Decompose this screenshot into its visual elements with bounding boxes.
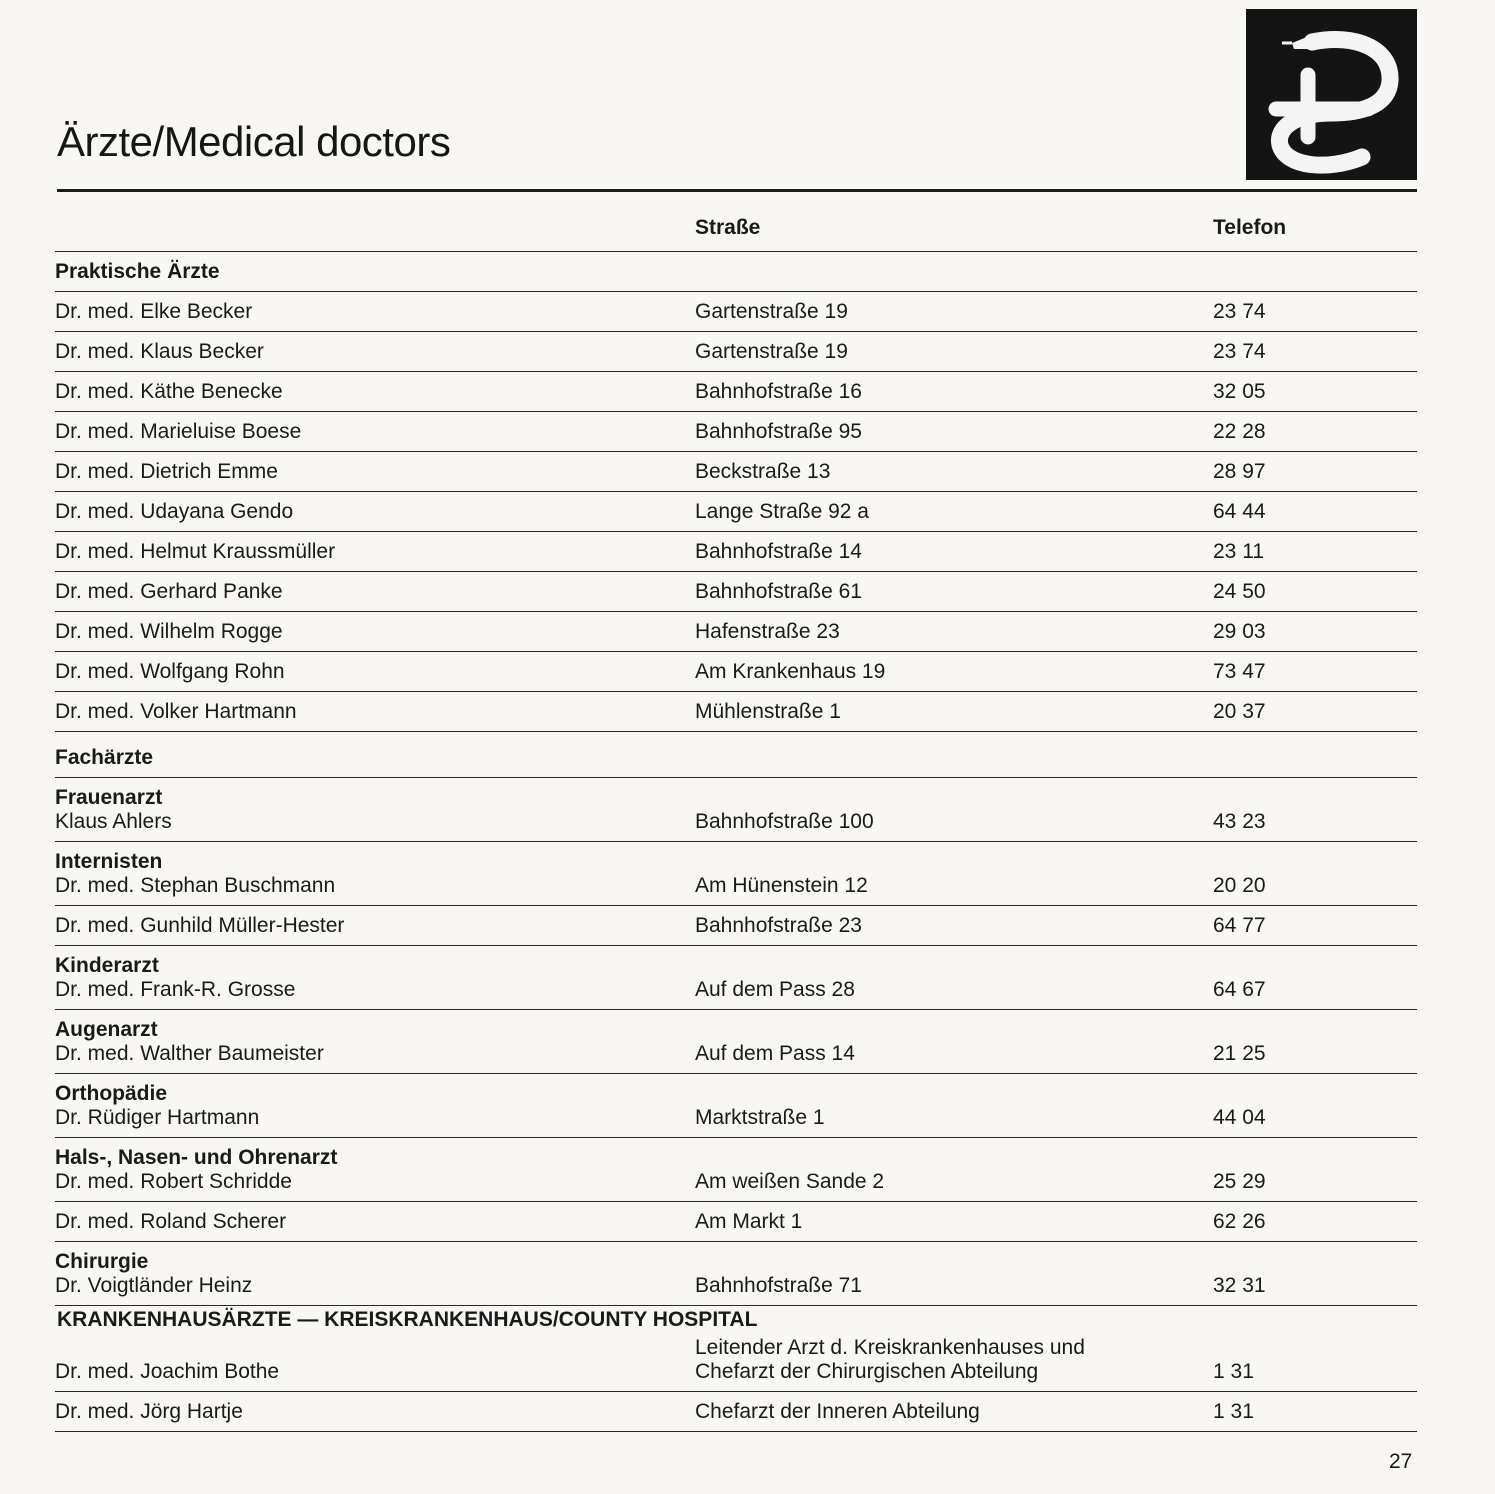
doctor-name: Dr. med. Wilhelm Rogge (55, 620, 283, 643)
specialty-label: Orthopädie (55, 1082, 168, 1105)
doctor-name: Dr. Rüdiger Hartmann (55, 1106, 260, 1129)
specialty-label: Internisten (55, 850, 163, 873)
street-address: Auf dem Pass 14 (695, 1042, 855, 1065)
phone-number: 62 26 (1213, 1210, 1266, 1233)
table-row (55, 292, 1417, 332)
specialty-label: Frauenarzt (55, 786, 163, 809)
table-row (55, 452, 1417, 492)
table-row (55, 1010, 1417, 1074)
phone-number: 28 97 (1213, 460, 1266, 483)
doctor-name: Dr. Voigtländer Heinz (55, 1274, 253, 1297)
street-address: Bahnhofstraße 14 (695, 540, 862, 563)
doctor-name: Dr. med. Helmut Kraussmüller (55, 540, 336, 563)
section-heading-row (55, 732, 1417, 778)
table-row (55, 332, 1417, 372)
phone-number: 29 03 (1213, 620, 1266, 643)
specialty-label: Augenarzt (55, 1018, 158, 1041)
table-row (55, 572, 1417, 612)
phone-column-header: Telefon (1213, 216, 1287, 239)
table-row (55, 1074, 1417, 1138)
street-address: Bahnhofstraße 71 (695, 1274, 862, 1297)
section-heading: KRANKENHAUSÄRZTE — KREISKRANKENHAUS/COUNTY HOSPITAL (57, 1308, 758, 1331)
street-address: Bahnhofstraße 23 (695, 914, 862, 937)
table-row (55, 612, 1417, 652)
role-line: Leitender Arzt d. Kreiskrankenhauses und (695, 1336, 1085, 1359)
street-column-header: Straße (695, 216, 761, 239)
table-row (55, 842, 1417, 906)
table-row (55, 1306, 1417, 1392)
table-row (55, 412, 1417, 452)
page-title: Ärzte/Medical doctors (57, 118, 451, 165)
doctor-name: Dr. med. Gerhard Panke (55, 580, 283, 603)
phone-number: 21 25 (1213, 1042, 1266, 1065)
table-row (55, 492, 1417, 532)
table-row (55, 946, 1417, 1010)
doctor-name: Dr. med. Udayana Gendo (55, 500, 294, 523)
phone-number: 64 67 (1213, 978, 1266, 1001)
doctor-name: Dr. med. Walther Baumeister (55, 1042, 324, 1065)
specialty-label: Chirurgie (55, 1250, 149, 1273)
phone-number: 64 44 (1213, 500, 1266, 523)
doctor-name: Dr. med. Käthe Benecke (55, 380, 283, 403)
phone-number: 23 74 (1213, 300, 1266, 323)
phone-number: 25 29 (1213, 1170, 1266, 1193)
pharmacy-snake-icon (1246, 9, 1417, 180)
doctor-name: Klaus Ahlers (55, 810, 172, 833)
table-row (55, 1242, 1417, 1306)
table-row (55, 692, 1417, 732)
street-address: Am Hünenstein 12 (695, 874, 868, 897)
page-number: 27 (1389, 1450, 1413, 1473)
street-address: Lange Straße 92 a (695, 500, 869, 523)
street-address: Am weißen Sande 2 (695, 1170, 885, 1193)
phone-number: 32 31 (1213, 1274, 1266, 1297)
doctor-name: Dr. med. Wolfgang Rohn (55, 660, 285, 683)
table-row (55, 1392, 1417, 1432)
specialty-label: Kinderarzt (55, 954, 159, 977)
section-heading: Fachärzte (55, 746, 154, 769)
section-heading: Praktische Ärzte (55, 260, 220, 283)
doctor-name: Dr. med. Volker Hartmann (55, 700, 297, 723)
role-line: Chefarzt der Inneren Abteilung (695, 1400, 980, 1423)
phone-number: 1 31 (1213, 1360, 1254, 1383)
street-address: Hafenstraße 23 (695, 620, 840, 643)
table-row (55, 778, 1417, 842)
specialty-label: Hals-, Nasen- und Ohrenarzt (55, 1146, 338, 1169)
title-divider (57, 189, 1417, 192)
table-row (55, 372, 1417, 412)
doctor-name: Dr. med. Marieluise Boese (55, 420, 302, 443)
table-row (55, 1202, 1417, 1242)
phone-number: 73 47 (1213, 660, 1266, 683)
phone-number: 23 74 (1213, 340, 1266, 363)
phone-number: 64 77 (1213, 914, 1266, 937)
phone-number: 43 23 (1213, 810, 1266, 833)
doctor-name: Dr. med. Frank-R. Grosse (55, 978, 296, 1001)
doctor-name: Dr. med. Klaus Becker (55, 340, 264, 363)
table-row (55, 652, 1417, 692)
doctor-name: Dr. med. Gunhild Müller-Hester (55, 914, 345, 937)
street-address: Am Krankenhaus 19 (695, 660, 886, 683)
phone-number: 20 20 (1213, 874, 1266, 897)
phone-number: 44 04 (1213, 1106, 1266, 1129)
doctor-name: Dr. med. Robert Schridde (55, 1170, 292, 1193)
table-row (55, 906, 1417, 946)
phone-number: 23 11 (1213, 540, 1264, 563)
table-row (55, 532, 1417, 572)
doctor-name: Dr. med. Roland Scherer (55, 1210, 287, 1233)
street-address: Bahnhofstraße 95 (695, 420, 862, 443)
street-address: Marktstraße 1 (695, 1106, 825, 1129)
street-address: Bahnhofstraße 100 (695, 810, 874, 833)
street-address: Bahnhofstraße 61 (695, 580, 862, 603)
street-address: Bahnhofstraße 16 (695, 380, 862, 403)
phone-number: 32 05 (1213, 380, 1266, 403)
doctor-name: Dr. med. Dietrich Emme (55, 460, 278, 483)
street-address: Gartenstraße 19 (695, 300, 848, 323)
doctor-name: Dr. med. Joachim Bothe (55, 1360, 280, 1383)
street-address: Am Markt 1 (695, 1210, 803, 1233)
phone-number: 1 31 (1213, 1400, 1254, 1423)
doctor-name: Dr. med. Elke Becker (55, 300, 253, 323)
street-address: Auf dem Pass 28 (695, 978, 855, 1001)
street-address: Beckstraße 13 (695, 460, 831, 483)
section-heading-row (55, 252, 1417, 292)
table-row (55, 1138, 1417, 1202)
role-line: Chefarzt der Chirurgischen Abteilung (695, 1360, 1039, 1383)
phone-number: 20 37 (1213, 700, 1266, 723)
doctor-name: Dr. med. Jörg Hartje (55, 1400, 243, 1423)
phone-number: 22 28 (1213, 420, 1266, 443)
doctor-name: Dr. med. Stephan Buschmann (55, 874, 336, 897)
phone-number: 24 50 (1213, 580, 1266, 603)
street-address: Mühlenstraße 1 (695, 700, 841, 723)
street-address: Gartenstraße 19 (695, 340, 848, 363)
